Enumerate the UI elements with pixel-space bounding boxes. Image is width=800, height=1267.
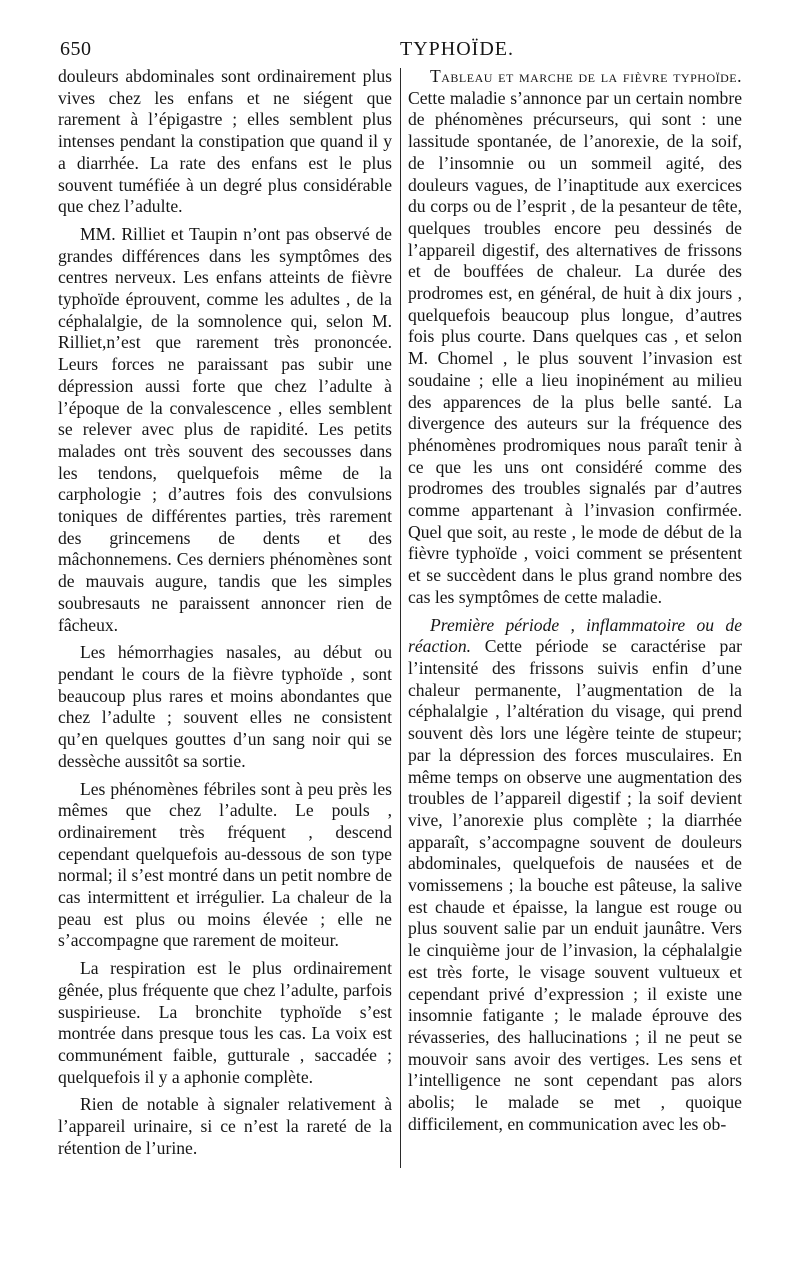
period-text: Cette période se caractérise par l’intensité des frissons suivis enfin d’une chaleur permanente, l’augmentation de la céphalalgie , l’altération du visage, qui prend souvent dès lors une légère teinte de stupeur; par la dépression des forces musculaires. En même temps on observe une augmentation des troubles de l’appareil digestif ; la soif devient vive, l’anorexie plus complète ; la diarrhée apparaît, s’accompagne souvent de douleurs abdominales, quelquefois de nausées et de vomissemens ; la bouche est pâteuse, la salive est chaude et épaisse, la langue est rouge ou plus souvent salie par un enduit jaunâtre. Vers le cinquième jour de l’invasion, la céphalalgie est très forte, le visage souvent vultueux et cependant privé d’expression ; il existe une insomnie fatigante ; le malade éprouve des révasseries, des hallucinations ; il ne peut se mouvoir sans avoir des vertiges. Les sens et l’intelligence ne sont cependant pas alors abolis; le malade se met , quoique difficilement, en communication avec les ob- bbox=[408, 636, 742, 1134]
section-heading: Tableau et marche de la fièvre typhoïde. bbox=[430, 66, 742, 86]
paragraph: MM. Rilliet et Taupin n’ont pas observé de grandes différences dans les symptômes des centres nerveux. Les enfans atteints de fièvre typhoïde éprouvent, comme les adultes , de la céphalalgie, de la somnolence qui, selon M. Rilliet,n’est que rarement très prononcée. Leurs forces ne paraissant pas subir une dépression aussi forte que chez l’adulte à l’époque de la convalescence , elles semblent se relever avec plus de rapidité. Les petits malades ont très souvent des secousses dans les tendons, quelquefois même de la carphologie ; d’autres fois des convulsions toniques de différentes parties, très rarement des grincemens de dents et des mâchonnemens. Ces derniers phénomènes sont de mauvais augure, tandis que les simples soubresauts ne paraissent annoncer rien de fâcheux. bbox=[58, 223, 392, 635]
period-paragraph bbox=[408, 615, 742, 1136]
paragraph: Rien de notable à signaler relativement à l’appareil urinaire, si ce n’est la rareté de la rétention de l’urine. bbox=[58, 1094, 392, 1158]
section-text: Cette maladie s’annonce par un certain nombre de phénomènes précurseurs, qui sont : une lassitude spontanée, de l’anorexie, de la soif, de l’insomnie ou un sommeil agité, des douleurs vagues, de l’inaptitude aux exercices du corps ou de l’esprit , de la pesanteur de tête, quelques troubles encore peu dessinés de l’appareil digestif, des alternatives de frissons et de bouffées de chaleur. La durée des prodromes est, en général, de huit à dix jours , quelquefois beaucoup plus longue, d’autres fois plus courte. Dans quelques cas , et selon M. Chomel , le plus souvent l’invasion est soudaine ; elle a lieu inopinément au milieu des apparences de la plus belle santé. La divergence des auteurs sur la fréquence des phénomènes prodromiques nous paraît tenir à ce que les uns ont considéré comme des prodromes des troubles signalés par d’autres comme appartenant à l’invasion confirmée. Quel que soit, au reste , le mode de début de la fièvre typhoïde , voici comment se présentent et se succèdent dans le plus grand nombre des cas les symptômes de cette maladie. bbox=[408, 87, 742, 607]
paragraph: Les phénomènes fébriles sont à peu près les mêmes que chez l’adulte. Le pouls , ordinairement très fréquent , descend cependant quelquefois au-dessous de son type normal; il s’est montré dans un petit nombre de cas intermittent et irrégulier. La chaleur de la peau est plus ou moins élevée ; elle ne s’accompagne que rarement de moiteur. bbox=[58, 778, 392, 951]
left-column bbox=[58, 66, 392, 1165]
column-divider bbox=[400, 68, 401, 1168]
page-number: 650 bbox=[60, 38, 92, 60]
paragraph: La respiration est le plus ordinairement gênée, plus fréquente que chez l’adulte, parfois suspirieuse. La bronchite typhoïde s’est montrée dans presque tous les cas. La voix est communément faible, gutturale , saccadée ; quelquefois il y a aphonie complète. bbox=[58, 958, 392, 1087]
page-header bbox=[60, 38, 740, 66]
paragraph: Les hémorrhagies nasales, au début ou pendant le cours de la fièvre typhoïde , sont beaucoup plus rares et moins abondantes que chez l’adulte ; souvent elles ne consistent qu’en quelques gouttes d’un sang noir qui se dessèche aussitôt sa sortie. bbox=[58, 642, 392, 771]
period-heading: Première période , inflammatoire ou de réaction. bbox=[408, 614, 742, 657]
section-paragraph bbox=[408, 66, 742, 609]
paragraph: douleurs abdominales sont ordinairement plus vives chez les enfans et ne siégent que rarement à l’épigastre ; elles semblent plus intenses pendant la constipation que quand il y a diarrhée. La rate des enfans est le plus souvent tuméfiée à un degré plus considérable que chez l’adulte. bbox=[58, 66, 392, 217]
right-column bbox=[408, 66, 742, 1141]
running-title: TYPHOÏDE. bbox=[400, 38, 514, 60]
